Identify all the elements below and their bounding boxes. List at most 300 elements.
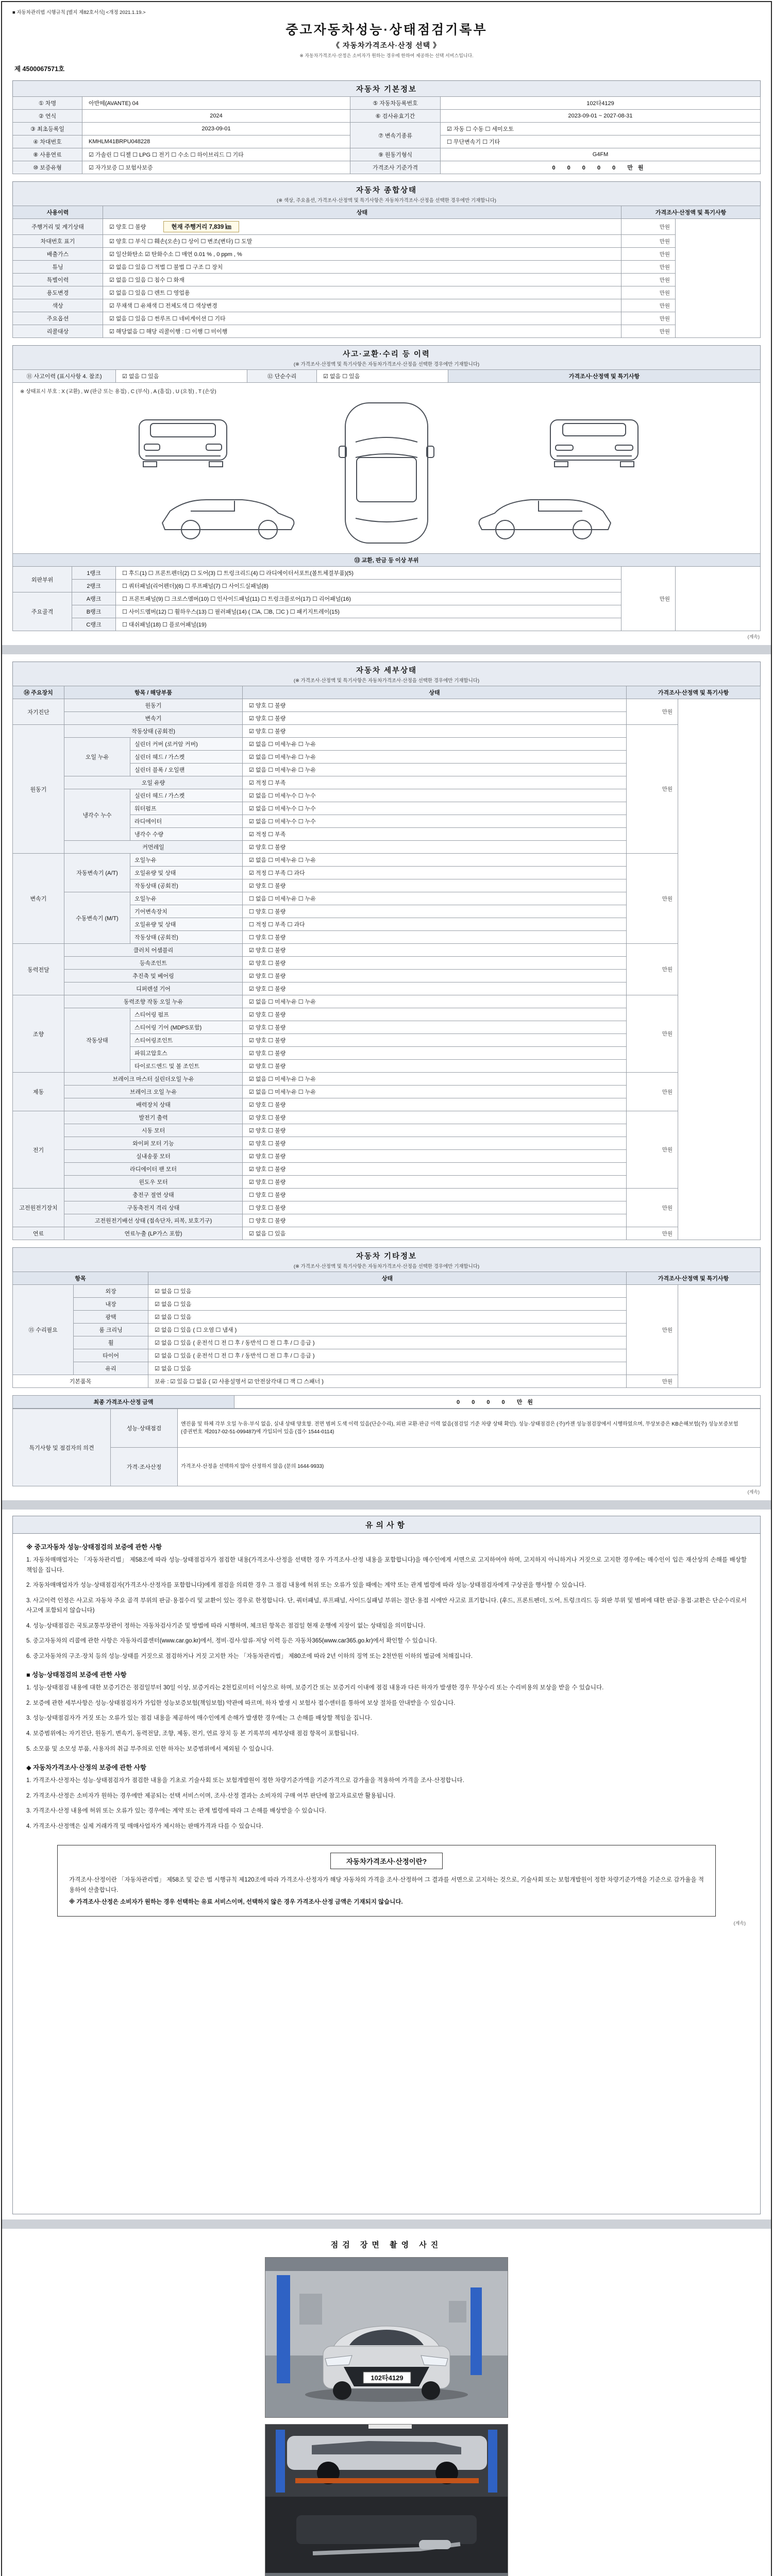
inspection-photo-underbody: [265, 2424, 508, 2576]
cell: ☑ 없음 ☐ 있음: [148, 1298, 627, 1311]
price-appraisal-info-text: 가격조사·산정이란 「자동차관리법」 제58조 및 같은 법 시행규칙 제120조에 따라 가격조사·산정자가 해당 자동차의 가격을 조사·산정하여 그 결과를 서면으로 고지하는 것으로, 기술사회 또는 보험개발원이 정한 차량기준가액을 기준으로 감가율을 적용하여 산출합니다.: [69, 1877, 704, 1893]
section-divider: [2, 1500, 771, 1510]
cell: 성능·상태점검: [111, 1409, 178, 1448]
price-appraisal-info-title: 자동차가격조사·산정이란?: [330, 1853, 443, 1869]
cell: ☑ 가솔린 ☐ 디젤 ☐ LPG ☐ 전기 ☐ 수소 ☐ 하이브리드 ☐ 기타: [82, 148, 350, 161]
cell: 오일유량 및 상태: [130, 918, 243, 931]
cell: ☑ 없음 ☐ 있음: [116, 370, 247, 383]
cell: 작동상태 (공회전): [64, 725, 243, 738]
cell: [675, 567, 760, 631]
notice-item: 6. 중고자동차의 구조·장치 등의 성능·상태를 거짓으로 점검하거나 거짓 고지한 자는 「자동차관리법」 제80조에 따라 2년 이하의 징역 또는 2천만원 이하의 벌금에 처해집니다.: [26, 1653, 473, 1659]
cell: 실린더 헤드 / 가스켓: [130, 789, 243, 802]
cell: ☑ 양호 ☐ 불량: [243, 944, 627, 957]
cell: 연료누출 (LP가스 포함): [64, 1227, 243, 1240]
car-rear-view: [550, 420, 638, 467]
cell: 충전구 절연 상태: [64, 1189, 243, 1201]
cell: 가격조사·산정액 및 특기사항: [448, 370, 761, 383]
cell: 발전기 출력: [64, 1111, 243, 1124]
inspection-photo-front: [265, 2257, 508, 2418]
cell: 와이퍼 모터 기능: [64, 1137, 243, 1150]
table-row: [13, 1375, 761, 1388]
notice-body: [12, 1534, 761, 2214]
cell: ☑ 해당없음 ☐ 해당 리콜이행 : ☐ 이행 ☐ 미이행: [103, 325, 621, 338]
table-row: [13, 97, 761, 110]
cell: ☑ 없음 ☐ 있음 ☐ 침수 ☐ 화재: [103, 274, 621, 286]
cell: ☑ 양호 ☐ 불량: [243, 1034, 627, 1047]
license-plate: 102타4129: [371, 2374, 404, 2382]
cell: ☑ 양호 ☐ 불량: [243, 1021, 627, 1034]
cell: 가격조사 기준가격: [350, 161, 441, 174]
block-summary: [5, 2, 768, 645]
cell: ☑ 없음 ☐ 있음: [148, 1311, 627, 1324]
cell: ☑ 없음 ☐ 미세누유 ☐ 누유: [243, 764, 627, 776]
cell: 원동기: [64, 699, 243, 712]
cell: ☑ 양호 ☐ 부식 ☐ 훼손(오손) ☐ 상이 ☐ 변조(변타) ☐ 도말: [103, 235, 621, 248]
cell: 동력전달: [13, 944, 64, 995]
cell: 엔진룸 및 하체 각부 오일 누유·부식 없음, 실내 상태 양호함. 전면 범퍼 도색 이력 있음(단순수리), 외판 교환·판금 이력 없음(점검일 기준 차량 상태 확인). 성능·상태점검은 (주)카젠 성능점검장에서 시행하였으며, 무상보증은 KB손해보험(주) 성능보증보험(증권번호 제2017-02-51-099487)에 가입되어 있음 (접수 1544-0114): [178, 1409, 761, 1448]
cell: 만원: [626, 854, 678, 944]
cell: ⑩ 보증유형: [13, 161, 82, 174]
cell: ☐ 대쉬패널(18) ☐ 플로어패널(19): [116, 618, 621, 631]
cell: 오일 누유: [64, 738, 130, 776]
odometer-badge: 현재 주행거리 7,839 ㎞: [163, 221, 239, 232]
basic-info-table: [12, 96, 761, 174]
notice-item: 4. 보증범위에는 자기진단, 원동기, 변속기, 동력전달, 조향, 제동, 전기, 연료 장치 등 본 기록부의 세부상태 점검 항목이 포함됩니다.: [26, 1731, 359, 1737]
cell: ☑ 없음 ☐ 미세누유 ☐ 누유: [243, 854, 627, 867]
notice-list-2: [26, 1683, 747, 1754]
car-front-view: [139, 420, 227, 467]
cell: ☑ 양호 ☐ 불량: [243, 1176, 627, 1189]
cell: 만원: [621, 286, 675, 299]
section-title-detail: 자동차 세부상태 (※ 가격조사·산정액 및 특기사항은 자동차가격조사·산정을 선택한 경우에만 기재합니다): [12, 662, 761, 686]
report-subtitle: 《 자동차가격조사·산정 선택 》: [332, 41, 441, 49]
cell: ☑ 양호 ☐ 불량: [243, 1060, 627, 1073]
cell: 오일누유: [130, 854, 243, 867]
notice-list-3: [26, 1776, 747, 1832]
cell: ☐ 후드(1) ☐ 프론트펜더(2) ☐ 도어(3) ☐ 트렁크리드(4) ☐ 라디에이터서포트(볼트체결부품)(5): [116, 567, 621, 580]
form-reference: ■ 자동차관리법 시행규칙 [별지 제82호서식] <개정 2021.1.19.>: [12, 10, 146, 15]
table-row: [13, 370, 761, 383]
cell: 파워고압호스: [130, 1047, 243, 1060]
cell: 오일유량 및 상태: [130, 867, 243, 879]
cell: 만원: [621, 274, 675, 286]
cell: ☐ 쿼터패널(리어펜더)(6) ☐ 루프패널(7) ☐ 사이드실패널(8): [116, 580, 621, 592]
cell: 유리: [74, 1362, 148, 1375]
cell: 최종 가격조사·산정 금액: [13, 1396, 234, 1409]
table-row: [13, 699, 761, 712]
cell: ☑ 자동 ☐ 수동 ☐ 세미오토: [441, 123, 761, 135]
cell: ⑧ 사용연료: [13, 148, 82, 161]
cell: 전기: [13, 1111, 64, 1189]
cell: ⑥ 검사유효기간: [350, 110, 441, 123]
cell: ☑ 양호 ☐ 불량: [243, 1098, 627, 1111]
cell: 가격조사·산정액 및 특기사항: [626, 1272, 760, 1285]
cell: 특별이력: [13, 274, 103, 286]
cell: [675, 219, 760, 338]
report-number: 제 4500067571호: [14, 65, 65, 73]
cell: 브레이크 마스터 실린더오일 누유: [64, 1073, 243, 1086]
table-row: [13, 161, 761, 174]
table-row: [13, 1227, 761, 1240]
cell: ⑬ 교환, 판금 등 이상 부위: [13, 554, 761, 567]
cell: 색상: [13, 299, 103, 312]
table-row: [13, 235, 761, 248]
cell: ☑ 없음 ☐ 미세누유 ☐ 누유: [243, 1086, 627, 1098]
notice-item: 3. 가격조사·산정 내용에 허위 또는 오류가 있는 경우에는 계약 또는 관계 법령에 따라 그 손해를 배상받을 수 있습니다.: [26, 1808, 326, 1815]
cell: ☐ 무단변속기 ☐ 기타: [441, 135, 761, 148]
cell: 자동변속기 (A/T): [64, 854, 130, 892]
cell: ☐ 양호 ☐ 불량: [243, 931, 627, 944]
cell: ☑ 일산화탄소 ☑ 탄화수소 ☐ 매연 0.01 % , 0 ppm , %: [103, 248, 621, 261]
cell: 라디에이터 팬 모터: [64, 1163, 243, 1176]
cell: 리콜대상: [13, 325, 103, 338]
cell: 2023-09-01 ~ 2027-08-31: [441, 110, 761, 123]
cell: ☑ 양호 ☐ 불량: [243, 712, 627, 725]
cell: 룸 크리닝: [74, 1324, 148, 1336]
cell: 주요골격: [13, 592, 72, 631]
cell: 등속조인트: [64, 957, 243, 970]
cell: ☐ 사이드멤버(12) ☐ 휠하우스(13) ☐ 필러패널(14) ( ☐A, ☐B, ☐C ) ☐ 패키지트레이(15): [116, 605, 621, 618]
cell: 수동변속기 (M/T): [64, 892, 130, 944]
table-row: [13, 854, 761, 867]
cell: 고전원전기배선 상태 (접속단자, 피복, 보호기구): [64, 1214, 243, 1227]
cell: 2024: [82, 110, 350, 123]
cell: 만원: [621, 325, 675, 338]
car-right-side-view: [479, 500, 611, 539]
cell: ☑ 양호 ☐ 불량: [243, 725, 627, 738]
cell: ① 차명: [13, 97, 82, 110]
table-row: [13, 1409, 761, 1448]
table-row: [13, 286, 761, 299]
cell: ☑ 양호 ☐ 불량: [243, 1150, 627, 1163]
notice-item: 2. 자동차매매업자가 성능·상태점검자(가격조사·산정자를 포함합니다)에게 점검을 의뢰한 경우 그 점검 내용에 허위 또는 오류가 있을 때에는 계약 또는 관계 법령에 따라 성능·상태점검자에게 구상권을 행사할 수 있습니다.: [26, 1582, 586, 1589]
cell: 상태: [103, 206, 621, 219]
cell: ☑ 양호 ☐ 불량: [243, 982, 627, 995]
cell: 1랭크: [72, 567, 116, 580]
cell: ☑ 적정 ☐ 부족: [243, 776, 627, 789]
cell: ☑ 없음 ☐ 있음 ( 운전석 ☐ 전 ☐ 후 / 동반석 ☐ 전 ☐ 후 / ☐ 응급 ): [148, 1349, 627, 1362]
cell: 상태: [148, 1272, 627, 1285]
cell: ☑ 양호 ☐ 불량: [243, 1047, 627, 1060]
cell: ☑ 양호 ☐ 불량: [243, 1111, 627, 1124]
cell: A랭크: [72, 592, 116, 605]
table-row: [13, 686, 761, 699]
cell: 외장: [74, 1285, 148, 1298]
cell: ☑ 없음 ☐ 있음: [148, 1285, 627, 1298]
cell: ☑ 없음 ☐ 있음: [317, 370, 448, 383]
table-row: [13, 567, 761, 580]
cell: ☑ 적정 ☐ 부족: [243, 828, 627, 841]
cell: 작동상태 (공회전): [130, 931, 243, 944]
table-row: [13, 299, 761, 312]
cell: ☐ 양호 ☐ 불량: [243, 1201, 627, 1214]
cell: ⑫ 단순수리: [247, 370, 317, 383]
cell: 만원: [626, 1227, 678, 1240]
table-row: [13, 261, 761, 274]
table-row: [13, 1189, 761, 1201]
final-price-bar: [12, 1395, 761, 1409]
block-notice: [5, 1510, 768, 2219]
continue-marker: (계속): [733, 1920, 746, 1926]
notice-item: 5. 중고자동차의 리콜에 관한 사항은 자동차리콜센터(www.car.go.kr)에서, 정비·검사·압류·저당 이력 등은 자동차365(www.car365.go.kr)에서 확인할 수 있습니다.: [26, 1638, 437, 1645]
continue-marker: (계속): [747, 634, 760, 639]
cell: 사용이력: [13, 206, 103, 219]
accident-history-table: [12, 369, 761, 383]
cell: 조향: [13, 995, 64, 1073]
cell: 워터펌프: [130, 802, 243, 815]
cell: 만원: [621, 261, 675, 274]
table-row: [13, 312, 761, 325]
cell: 변속기: [64, 712, 243, 725]
block-photos: [5, 2229, 768, 2576]
cell: 만원: [621, 248, 675, 261]
cell: 상태: [243, 686, 627, 699]
cell: ☐ 양호 ☐ 불량: [243, 905, 627, 918]
table-row: [13, 248, 761, 261]
cell: 만원: [626, 725, 678, 854]
cell: ☐ 적정 ☐ 부족 ☐ 과다: [243, 918, 627, 931]
cell: 시동 모터: [64, 1124, 243, 1137]
cell: 작동상태: [64, 1008, 130, 1073]
notice-item: 3. 사고이력 인정은 사고로 자동차 주요 골격 부위의 판금·용접수리 및 교환이 있는 경우로 한정합니다. 단, 쿼터패널, 루프패널, 사이드실패널 부위는 절단·용접 시에만 사고로 표기합니다. (후드, 프론트펜더, 도어, 트렁크리드 등 외판 부위 및 범퍼에 대한 판금·용접·교환은 단순수리로서 사고에 포함되지 않습니다): [26, 1597, 747, 1614]
cell: ☑ 없음 ☐ 미세누수 ☐ 누수: [243, 815, 627, 828]
report-subnote: ※ 자동차가격조사·산정은 소비자가 원하는 경우에 한하여 제공하는 선택 서비스입니다.: [299, 53, 474, 58]
cell: ⑨ 원동기형식: [350, 148, 441, 161]
cell: 스티어링 펌프: [130, 1008, 243, 1021]
cell: ☑ 자가보증 ☐ 보험사보증: [82, 161, 350, 174]
section-title-overall: 자동차 종합상태 (※ 색상, 주요옵션, 가격조사·산정액 및 특기사항은 자동차가격조사·산정을 선택한 경우에만 기재합니다): [12, 181, 761, 206]
continue-marker: (계속): [747, 1489, 760, 1495]
cell: 변속기: [13, 854, 64, 944]
cell: 내장: [74, 1298, 148, 1311]
table-row: [13, 995, 761, 1008]
cell: 만원: [626, 1073, 678, 1111]
cell: C랭크: [72, 618, 116, 631]
cell: 커먼레일: [64, 841, 243, 854]
cell: 실린더 블록 / 오일팬: [130, 764, 243, 776]
table-row: [13, 274, 761, 286]
notice-item: 2. 보증에 관한 세부사항은 성능·상태점검자가 가입한 성능보증보험(책임보험) 약관에 따르며, 하자 발생 시 보험사 접수센터를 통하여 보상 절차를 안내받을 수 있습니다.: [26, 1700, 456, 1706]
cell: 2랭크: [72, 580, 116, 592]
cell: 기본품목: [13, 1375, 148, 1388]
cell: 클러치 어셈블리: [64, 944, 243, 957]
cell: 오일누유: [130, 892, 243, 905]
cell: 윈도우 모터: [64, 1176, 243, 1189]
cell: 타이로드엔드 및 볼 조인트: [130, 1060, 243, 1073]
cell: ☑ 없음 ☐ 있음 ☐ 썬루프 ☐ 네비게이션 ☐ 기타: [103, 312, 621, 325]
cell: ☐ 양호 ☐ 불량: [243, 1189, 627, 1201]
cell: ☑ 없음 ☐ 있음 ( 운전석 ☐ 전 ☐ 후 / 동반석 ☐ 전 ☐ 후 / ☐ 응급 ): [148, 1336, 627, 1349]
cell: ☑ 양호 ☐ 불량: [243, 841, 627, 854]
table-row: [13, 206, 761, 219]
cell: ☑ 양호 ☐ 불량: [243, 1163, 627, 1176]
etc-info-table: [12, 1272, 761, 1388]
notice-item: 5. 소모품 및 소모성 부품, 사용자의 취급 부주의로 인한 하자는 보증범위에서 제외될 수 있습니다.: [26, 1745, 274, 1752]
cell: 실린더 커버 (로커암 커버): [130, 738, 243, 751]
notice-heading-1: ※ 중고자동차 성능·상태점검의 보증에 관한 사항: [26, 1544, 162, 1551]
cell: 배출가스: [13, 248, 103, 261]
cell: 만원: [626, 944, 678, 995]
cell: [678, 1285, 760, 1388]
cell: 가격조사·산정을 선택하지 않아 산정하지 않음 (문의 1644-9933): [178, 1448, 761, 1486]
cell: 만원: [626, 699, 678, 725]
cell: 튜닝: [13, 261, 103, 274]
notice-item: 2. 가격조사·산정은 소비자가 원하는 경우에만 제공되는 선택 서비스이며, 조사·산정 결과는 소비자의 구매 여부 판단에 참고자료로만 활용됩니다.: [26, 1792, 395, 1799]
notice-item: 3. 성능·상태점검자가 거짓 또는 오류가 있는 점검 내용을 제공하여 매수인에게 손해가 발생한 경우에는 그 손해를 배상할 책임을 집니다.: [26, 1715, 372, 1722]
diagram-legend: ※ 상태표시 부호 : X (교환) , W (판금 또는 용접) , C (부식) , A (흠집) , U (요철) , T (손상): [20, 389, 216, 395]
cell: 원동기: [13, 725, 64, 854]
section-title-etc: 자동차 기타정보 (※ 가격조사·산정액 및 특기사항은 자동차가격조사·산정을 선택한 경우에만 기재합니다): [12, 1247, 761, 1272]
cell: 휠: [74, 1336, 148, 1349]
cell: ② 연식: [13, 110, 82, 123]
cell: [678, 699, 760, 1240]
cell: 만원: [621, 235, 675, 248]
notice-heading-3: ◆ 자동차가격조사·산정의 보증에 관한 사항: [26, 1764, 146, 1772]
cell: 주요옵션: [13, 312, 103, 325]
cell: ☐ 양호 ☐ 불량: [243, 1214, 627, 1227]
cell: ☑ 없음 ☐ 미세누유 ☐ 누유: [243, 751, 627, 764]
cell: 구동축전지 격리 상태: [64, 1201, 243, 1214]
cell: 외판부위: [13, 567, 72, 592]
notice-item: 1. 가격조사·산정자는 성능·상태점검자가 점검한 내용을 기초로 기술사회 또는 보험개발원이 정한 차량기준가액을 기준가격으로 감가율을 적용하여 가격을 조사·산정합니다.: [26, 1777, 464, 1784]
cell: ☐ 프론트패널(9) ☐ 크로스멤버(10) ☐ 인사이드패널(11) ☐ 트렁크플로어(17) ☐ 리어패널(16): [116, 592, 621, 605]
cell: ⑦ 변속기종류: [350, 123, 441, 148]
cell: 가격조사·산정액 및 특기사항: [626, 686, 760, 699]
cell: 라디에이터: [130, 815, 243, 828]
cell: 용도변경: [13, 286, 103, 299]
table-row: [13, 1272, 761, 1285]
cell: ☑ 양호 ☐ 불량: [243, 1124, 627, 1137]
cell: ☑ 양호 ☐ 불량: [243, 879, 627, 892]
cell: ☑ 양호 ☐ 불량: [243, 1137, 627, 1150]
cell: 동력조향 작동 오일 누유: [64, 995, 243, 1008]
cell: ⑭ 주요장치: [13, 686, 64, 699]
cell: 만원: [626, 1189, 678, 1227]
inspector-opinion-table: [12, 1409, 761, 1486]
cell: ☐ 없음 ☐ 미세누유 ☐ 누유: [243, 892, 627, 905]
cell: ⑪ 사고이력 (표시사항 4. 참조): [13, 370, 116, 383]
overall-condition-table: [12, 206, 761, 338]
cell: ☑ 없음 ☐ 미세누유 ☐ 누유: [243, 995, 627, 1008]
cell: 만원: [626, 995, 678, 1073]
cell: ☑ 무채색 ☐ 유채색 ☐ 전체도색 ☐ 색상변경: [103, 299, 621, 312]
cell: 보유 : ☑ 있음 ☐ 없음 ( ☑ 사용설명서 ☑ 안전삼각대 ☐ 잭 ☐ 스패너 ): [148, 1375, 627, 1388]
cell: B랭크: [72, 605, 116, 618]
cell: G4FM: [441, 148, 761, 161]
cell: ⑤ 자동차등록번호: [350, 97, 441, 110]
notice-item: 1. 성능·상태점검 내용에 대한 보증기간은 점검일부터 30일 이상, 보증거리는 2천킬로미터 이상으로 하며, 보증기간 또는 보증거리 이내에 점검 내용과 다른 하자가 발생한 경우 무상수리 또는 수리비용의 보상을 받을 수 있습니다.: [26, 1685, 604, 1691]
cell: 스티어링조인트: [130, 1034, 243, 1047]
car-left-side-view: [162, 500, 294, 539]
cell: 고전원전기장치: [13, 1189, 64, 1227]
table-row: [13, 325, 761, 338]
cell: ☑ 양호 ☐ 불량: [243, 957, 627, 970]
notice-item: 4. 가격조사·산정액은 실제 거래가격 및 매매사업자가 제시하는 판매가격과 다를 수 있습니다.: [26, 1823, 263, 1829]
cell: 만원: [621, 299, 675, 312]
cell: ☑ 없음 ☐ 있음 ( ☐ 오염 ☐ 냄새 ): [148, 1324, 627, 1336]
cell: ☑ 없음 ☐ 있음: [243, 1227, 627, 1240]
price-appraisal-info-note: ※ 가격조사·산정은 소비자가 원하는 경우 선택하는 유료 서비스이며, 선택하지 않은 경우 가격조사·산정 금액은 기재되지 않습니다.: [69, 1899, 403, 1906]
price-appraisal-info-box: [57, 1845, 716, 1917]
cell: 만원: [621, 312, 675, 325]
notice-heading-2: ■ 성능·상태점검의 보증에 관한 사항: [26, 1671, 127, 1679]
cell: 만원: [626, 1285, 678, 1375]
table-row: [13, 1111, 761, 1124]
cell: ☑ 양호 ☐ 불량: [243, 970, 627, 982]
cell: 브레이크 오일 누유: [64, 1086, 243, 1098]
cell: 만원: [621, 219, 675, 235]
table-row: [13, 1285, 761, 1298]
cell: 2023-09-01: [82, 123, 350, 135]
cell: ☑ 없음 ☐ 있음 ☐ 렌트 ☐ 영업용: [103, 286, 621, 299]
cell: ☑ 양호 ☐ 불량: [243, 699, 627, 712]
table-row: [13, 1448, 761, 1486]
table-row: [13, 554, 761, 567]
cell: 실내송풍 모터: [64, 1150, 243, 1163]
cell: 특기사항 및 점검자의 의견: [13, 1409, 111, 1486]
report-title: 중고자동차성능·상태점검기록부: [285, 23, 488, 37]
table-row: [13, 1396, 761, 1409]
cell: 항목: [13, 1272, 148, 1285]
notice-list-1: [26, 1555, 747, 1662]
cell: 배력장치 상태: [64, 1098, 243, 1111]
cell: 자기진단: [13, 699, 64, 725]
cell: 오일 유량: [64, 776, 243, 789]
cell: 102타4129: [441, 97, 761, 110]
cell: 연료: [13, 1227, 64, 1240]
cell: ③ 최초등록일: [13, 123, 82, 135]
cell: 스티어링 기어 (MDPS포함): [130, 1021, 243, 1034]
cell: 0 0 0 0 만원: [234, 1396, 761, 1409]
cell: 만원: [626, 1375, 678, 1388]
section-title-accident: 사고·교환·수리 등 이력 (※ 가격조사·산정액 및 특기사항은 자동차가격조사·산정을 선택한 경우에만 기재합니다): [12, 345, 761, 369]
block-detail: [5, 654, 768, 1500]
cell: 항목 / 해당부품: [64, 686, 243, 699]
panel-damage-table: [12, 553, 761, 631]
cell: 냉각수 수량: [130, 828, 243, 841]
table-row: [13, 725, 761, 738]
cell: 0 0 0 0 0 만원: [441, 161, 761, 174]
section-divider: [2, 645, 771, 654]
cell: 냉각수 누수: [64, 789, 130, 841]
table-row: [13, 110, 761, 123]
cell: 기어변속장치: [130, 905, 243, 918]
cell: ⑮ 수리필요: [13, 1285, 74, 1375]
cell: 가격·조사산정: [111, 1448, 178, 1486]
car-diagram: [113, 397, 660, 551]
notice-item: 4. 성능·상태점검은 국토교통부장관이 정하는 자동차검사기준 및 방법에 따라 시행하며, 체크된 항목은 점검일 현재 운행에 지장이 없는 상태임을 의미합니다.: [26, 1622, 425, 1629]
cell: ☑ 없음 ☐ 있음: [148, 1362, 627, 1375]
cell: 차대번호 표기: [13, 235, 103, 248]
cell: 제동: [13, 1073, 64, 1111]
cell: ④ 차대번호: [13, 135, 82, 148]
cell: 디퍼렌셜 기어: [64, 982, 243, 995]
cell: 만원: [621, 567, 675, 631]
cell: ☑ 없음 ☐ 미세누유 ☐ 누유: [243, 738, 627, 751]
cell: 추진축 및 베어링: [64, 970, 243, 982]
cell: ☑ 양호 ☐ 불량: [243, 1008, 627, 1021]
cell: ☑ 없음 ☐ 미세누수 ☐ 누수: [243, 789, 627, 802]
cell: KMHLM41BRPU048228: [82, 135, 350, 148]
photo-section-title: 점검 장면 촬영 사진: [330, 2241, 443, 2249]
cell: 만원: [626, 1111, 678, 1189]
detail-condition-table: [12, 686, 761, 1240]
cell: ☑ 없음 ☐ 미세누수 ☐ 누수: [243, 802, 627, 815]
car-diagram-panel: [12, 383, 761, 553]
table-row: [13, 219, 761, 235]
inspection-report: [1, 1, 772, 2576]
cell: ☑ 없음 ☐ 미세누유 ☐ 누유: [243, 1073, 627, 1086]
